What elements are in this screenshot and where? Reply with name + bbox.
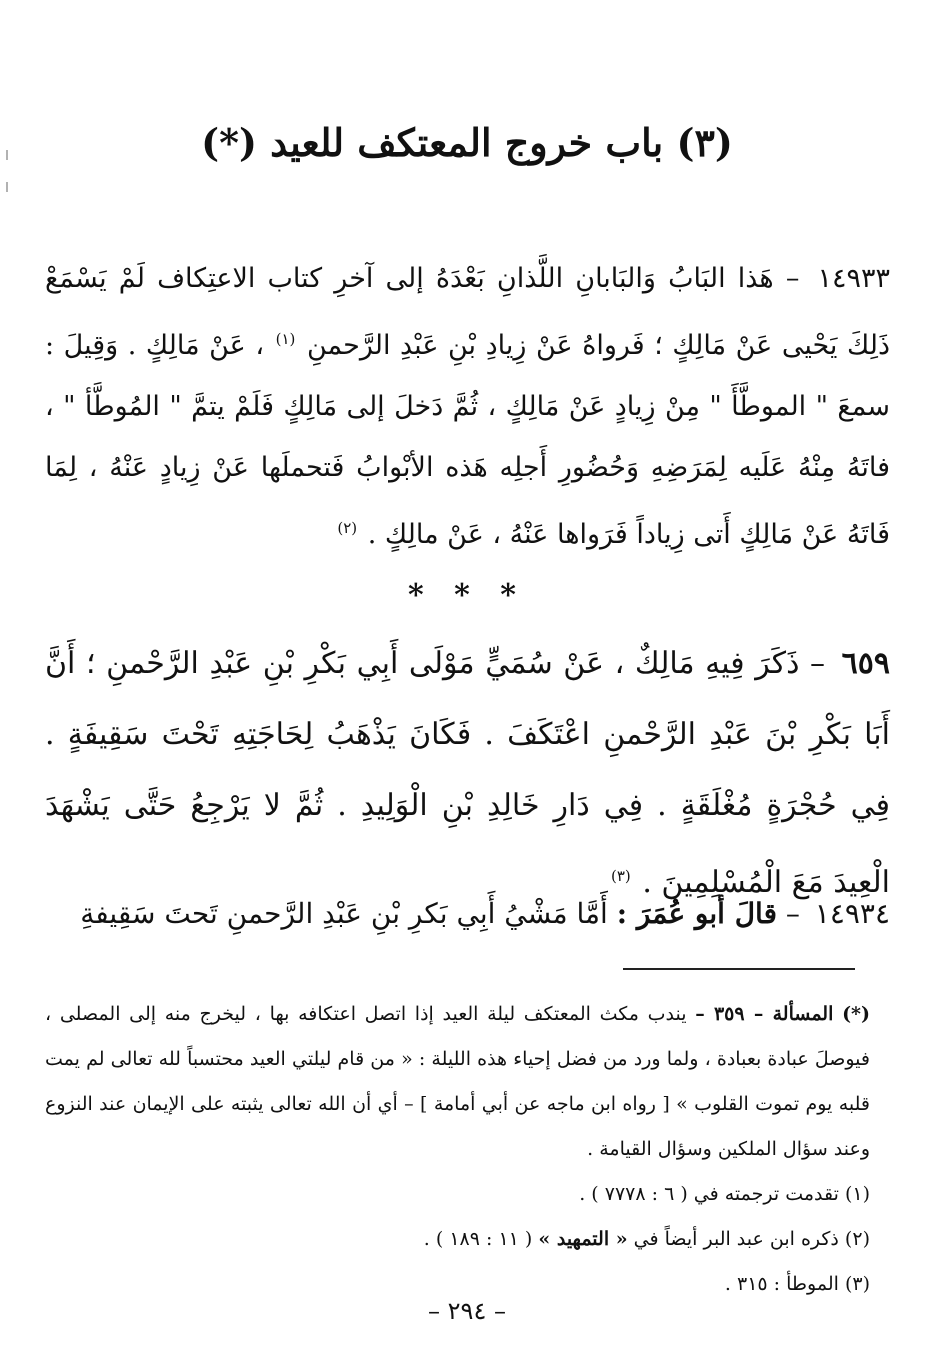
footnote-ref-1: (١) (275, 330, 296, 348)
page-number: – ٢٩٤ – (428, 1297, 506, 1325)
paragraph-text: – هَذا البَابُ وَالبَابانِ اللَّذانِ بَعْدَهُ إلى آخرِ كتاب الاعتِكاف لَمْ يَسْمَعْ ذَلِكَ يَحْيى عَنْ مَالِكٍ ؛ فَرواهُ عَنْ زِيادِ بْنِ عَبْدِ الرَّحمنِ (45, 263, 890, 361)
footnote-ref-3: (٣) (610, 867, 631, 885)
footnote-2-book-title: « التمهيد » (538, 1228, 628, 1250)
chapter-title: (٣) باب خروج المعتكف للعيد (*) (201, 120, 733, 165)
paragraph-14933 (45, 248, 890, 565)
paragraph-text-cont: ، عَنْ مَالِكٍ . وَقِيلَ : سمعَ " الموطَّأَ " مِنْ زِيادٍ عَنْ مَالِكٍ ، ثُمَّ دَخلَ إلى مَالِكٍ فَلَمْ يتمَّ " المُوطَّأ " ، فاتَهُ مِنْهُ عَلَيه لِمَرَضِهِ وَحُضُورِ أَجلِه هَذه الأبْوابُ فَتحملَها عَنْ زِيادٍ عَنْهُ ، لِمَا فَاتَهُ عَنْ مَالِكٍ أَتى زِياداً فَرَواها عَنْهُ ، عَنْ مالِكٍ . (45, 330, 890, 550)
hadith-text: – ذَكَرَ فِيهِ مَالِكٌ ، عَنْ سُمَيٍّ مَوْلَى أَبِي بَكْرِ بْنِ عَبْدِ الرَّحْمنِ ؛ أَنَّ أَبَا بَكْرِ بْنَ عَبْدِ الرَّحْمنِ اعْتَكَفَ . فَكَانَ يَذْهَبُ لِحَاجَتِهِ تَحْتَ سَقِيفَةٍ . فِي حُجْرَةٍ مُغْلَقَةٍ . فِي دَارِ خَالِدِ بْنِ الْوَلِيدِ . ثُمَّ لا يَرْجِعُ حَتَّى يَشْهَدَ الْعِيدَ مَعَ الْمُسْلِمِينَ . (45, 646, 890, 900)
dash: – (785, 897, 800, 930)
footnote-divider (623, 968, 855, 970)
footnote-marker: (*) (842, 1003, 870, 1025)
footnote-2-text: (٢) ذكره ابن عبد البر أيضاً في (633, 1228, 870, 1250)
footnote-2 (45, 1217, 870, 1262)
speaker-label: قالَ أبو عُمَرَ : (616, 897, 777, 930)
paragraph-14934 (45, 884, 890, 944)
footnote-ref-2: (٢) (337, 519, 358, 537)
paragraph-text: أَمَّا مَشْيُ أَبِي بَكرِ بْنِ عَبْدِ الرَّحمنِ تَحتَ سَقِيفةِ (80, 897, 608, 930)
paragraph-number: ١٤٩٣٣ (817, 263, 890, 294)
footnotes (45, 992, 870, 1307)
footnote-1: (١) تقدمت ترجمته في ( ٦ : ٧٧٧٨ ) . (579, 1183, 870, 1205)
footnote-2-ref: ( ١١ : ١٨٩ ) . (423, 1228, 533, 1250)
hadith-number: ٦٥٩ (841, 646, 890, 681)
footnote-text: يندب مكث المعتكف ليلة العيد إذا اتصل اعتكافه بها ، ليخرج منه إلى المصلى ، فيوصلَ عبادة بعبادة ، ولما ورد من فضل إحياء هذه الليلة : « من قام ليلتي العيد محتسباً لله تعالى لم يمت قلبه يوم تموت القلوب » [ رواه ابن ماجه عن أبي أمامة ] – أي أن الله تعالى يثبته على الإيمان عند النزوع وعند سؤال الملكين وسؤال القيامة . (45, 1003, 870, 1160)
hadith-659 (45, 628, 890, 918)
section-separator: * * * (408, 578, 526, 613)
paragraph-number: ١٤٩٣٤ (814, 897, 890, 930)
footnote-label: المسألة – ٣٥٩ – (695, 1003, 834, 1025)
footnote-main (45, 992, 870, 1172)
footnote-3: (٣) الموطأ : ٣١٥ . (724, 1273, 870, 1295)
